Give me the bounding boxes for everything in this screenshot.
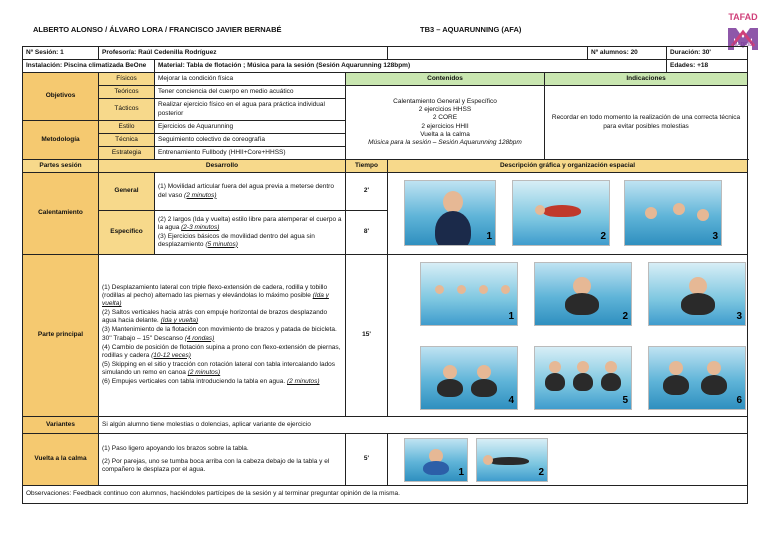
material: Material: Tabla de flotación ; Música para la sesión (Sesión Aquarunning 128bpm) [155, 60, 667, 73]
observaciones: Observaciones: Feedback continuo con alumnos, haciéndoles partícipes de la sesión y al terminar preguntar opinión de la misma. [23, 486, 748, 504]
principal-photos [388, 255, 748, 417]
met-type: Estilo [99, 121, 155, 134]
photo-p5: 5 [534, 346, 632, 410]
students-count: Nº alumnos: 20 [588, 47, 667, 60]
principal-text: (1) Desplazamiento lateral con triple flexo-extensión de cadera, rodilla y tobillo (rodillas al pecho) alternado las piernas y elevándolas lo máximo posible (Ida y vuelta) (2) Saltos verticales hacia atrás con empuje horizontal de brazos desplazando agua hacia delante. (Ida y vuelta) (3) Mantenimiento de la flotación con movimiento de brazos y patada de bicicleta. 30'' Trabajo – 15'' Descanso (4 rondas) (4) Cambio de posición de flotación supina a prono con flexo-extensión de piernas, rodillas y cadera (10-12 veces) (5) Skipping en el sitio y tracción con rotación lateral con tabla intercalando lados simulando un remo en canoa (2 minutos) (6) Empujes verticales con tabla introduciendo la tabla en agua. (2 minutos) [99, 255, 346, 417]
photo-p6: 6 [648, 346, 746, 410]
session-info-row [23, 47, 748, 60]
col-descripcion: Descripción gráfica y organización espacial [388, 160, 748, 173]
ages: Edades: +18 [667, 60, 748, 73]
met-text: Seguimiento colectivo de coreografía [155, 134, 346, 147]
photo-p1: 1 [420, 262, 518, 326]
duration: Duración: 30' [667, 47, 748, 60]
obj-text: Tener conciencia del cuerpo en medio acuático [155, 86, 346, 99]
facility: Instalación: Piscina climatizada BeOne [23, 60, 155, 73]
objetivos-label: Objetivos [23, 73, 99, 121]
indicaciones-content: Recordar en todo momento la realización de una correcta técnica para evitar posibles molestias [545, 86, 748, 160]
general-time: 2' [346, 173, 388, 211]
especifico-label: Específico [99, 211, 155, 255]
contenidos-content [346, 86, 545, 160]
obj-type: Físicos [99, 73, 155, 86]
contenido-line: 2 CORE [432, 114, 458, 122]
document-title: TB3 – AQUARUNNING (AFA) [420, 25, 522, 34]
vuelta-photos [388, 434, 748, 486]
col-partes: Partes sesión [23, 160, 99, 173]
obj-text: Mejorar la condición física [155, 73, 346, 86]
photo-3: 3 [624, 180, 722, 246]
especifico-text: (2) 2 largos (Ida y vuelta) estilo libre para atemperar el cuerpo a la agua (2-3 minutos) (3) Ejercicios básicos de movilidad dentro del agua sin desplazamiento (5 minutos) [155, 211, 346, 255]
facility-row [23, 60, 748, 73]
variantes-text: Si algún alumno tiene molestias o dolencias, aplicar variante de ejercicio [99, 417, 748, 434]
variantes-label: Variantes [23, 417, 99, 434]
photo-v2: 2 [476, 438, 548, 482]
principal-time: 15' [346, 255, 388, 417]
photo-p2: 2 [534, 262, 632, 326]
page-header [0, 0, 768, 48]
met-type: Estrategia [99, 147, 155, 160]
met-type: Técnica [99, 134, 155, 147]
vuelta-text: (1) Paso ligero apoyando los brazos sobre la tabla. (2) Por parejas, uno se tumba boca arriba con la cabeza debajo de la tabla y el compañero le desplaza por el agua. [99, 434, 346, 486]
principal-label: Parte principal [23, 255, 99, 417]
authors: ALBERTO ALONSO / ÁLVARO LORA / FRANCISCO JAVIER BERNABÉ [33, 25, 282, 34]
met-text: Ejercicios de Aquarunning [155, 121, 346, 134]
photo-1: 1 [404, 180, 496, 246]
photo-p3: 3 [648, 262, 746, 326]
contenido-line: Calentamiento General y Específico [393, 98, 497, 106]
especifico-time: 8' [346, 211, 388, 255]
obj-type: Tácticos [99, 99, 155, 121]
calentamiento-label: Calentamiento [23, 173, 99, 255]
metodologia-label: Metodología [23, 121, 99, 160]
indicaciones-label: Indicaciones [545, 73, 748, 86]
met-text: Entrenamiento Fullbody (HHII+Core+HHSS) [155, 147, 346, 160]
general-label: General [99, 173, 155, 211]
calentamiento-photos [388, 173, 748, 255]
session-plan-table [22, 46, 748, 504]
logo-text: TAFAD [728, 12, 758, 22]
teacher: Profesor/a: Raúl Cedenilla Rodríguez [99, 47, 388, 60]
col-desarrollo: Desarrollo [99, 160, 346, 173]
col-tiempo: Tiempo [346, 160, 388, 173]
session-number: Nº Sesión: 1 [23, 47, 99, 60]
vuelta-time: 5' [346, 434, 388, 486]
contenido-line: 2 ejercicios HHII [421, 122, 469, 130]
section-header-row [23, 160, 748, 173]
photo-v1: 1 [404, 438, 468, 482]
logo-subtext: MADRID [733, 42, 753, 48]
contenido-line: 2 ejercicios HHSS [418, 106, 472, 114]
contenido-music: Música para la sesión – Sesión Aquarunning 128bpm [368, 138, 522, 146]
contenidos-label: Contenidos [346, 73, 545, 86]
general-text: (1) Movilidad articular fuera del agua previa a meterse dentro del vaso (2 minutos) [155, 173, 346, 211]
photo-p4: 4 [420, 346, 518, 410]
obj-type: Teóricos [99, 86, 155, 99]
vuelta-label: Vuelta a la calma [23, 434, 99, 486]
obj-text: Realizar ejercicio físico en el agua para práctica individual posterior [155, 99, 346, 121]
contenido-line: Vuelta a la calma [420, 130, 470, 138]
photo-2: 2 [512, 180, 610, 246]
